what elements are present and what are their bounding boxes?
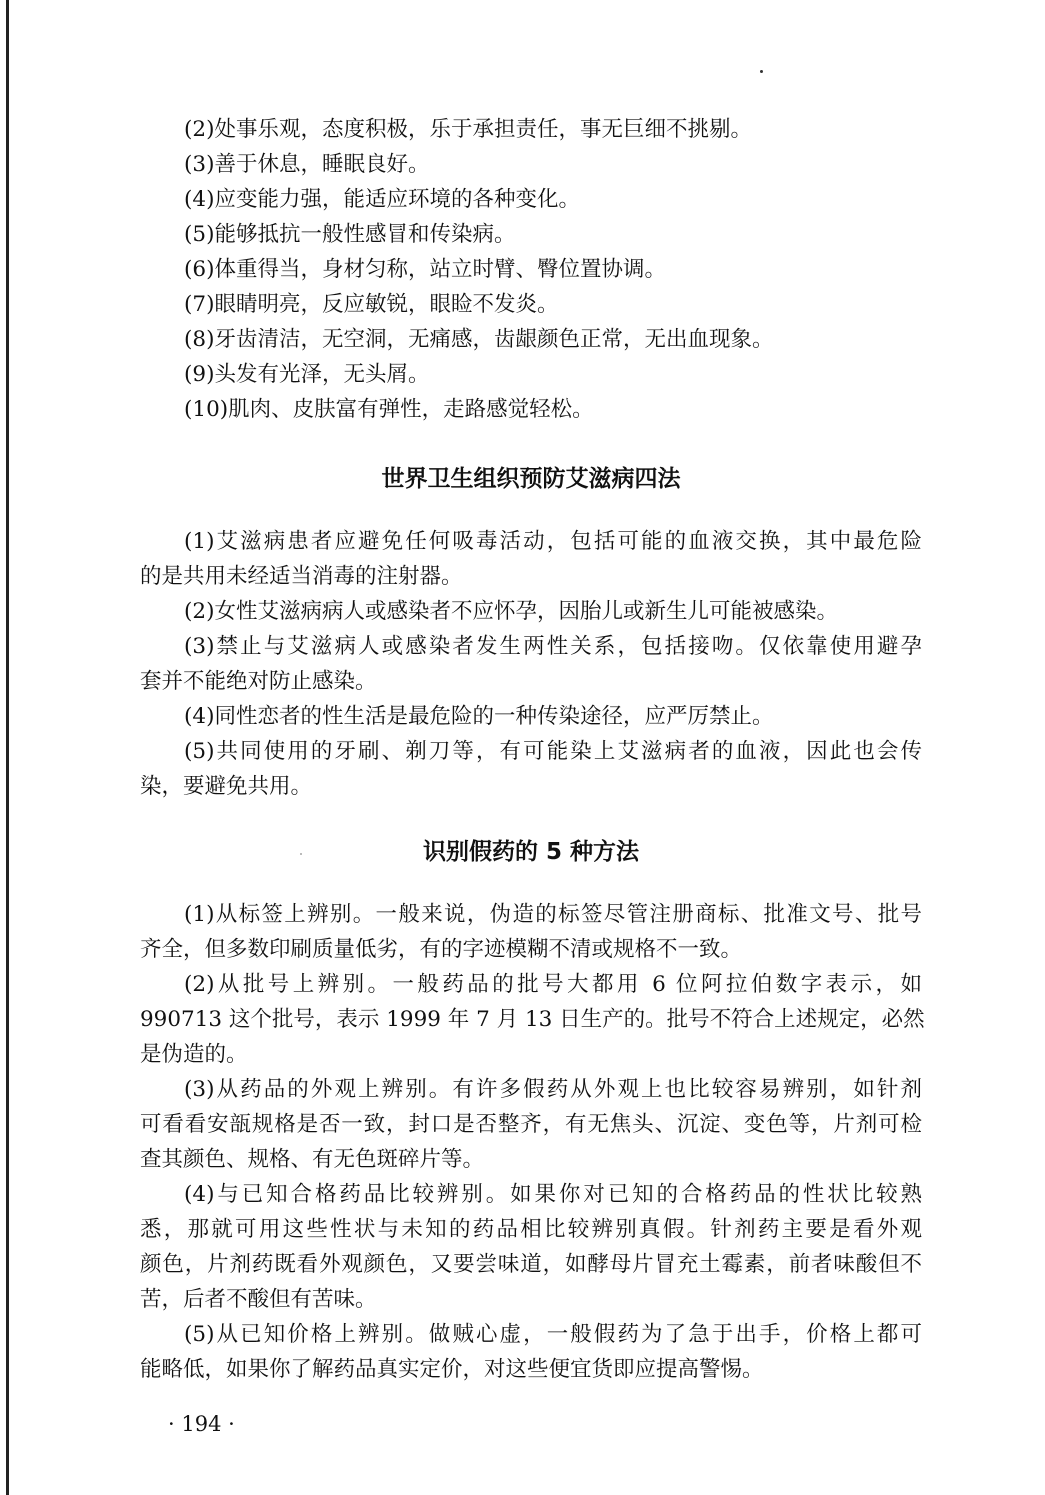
- paragraph-line: (3)从药品的外观上辨别。有许多假药从外观上也比较容易辨别，如针剂: [184, 1077, 922, 1102]
- paragraph-line: 能略低，如果你了解药品真实定价，对这些便宜货即应提高警惕。: [140, 1357, 764, 1382]
- paragraph-line: (5)从已知价格上辨别。做贼心虚，一般假药为了急于出手，价格上都可: [184, 1322, 922, 1347]
- scan-border: [6, 0, 9, 1495]
- paragraph-line: 苦，后者不酸但有苦味。: [140, 1287, 377, 1312]
- section-heading-fake-drugs: 识别假药的 5 种方法: [422, 839, 640, 865]
- list-item: (2)处事乐观，态度积极，乐于承担责任，事无巨细不挑剔。: [184, 117, 752, 142]
- paragraph-line: (5)共同使用的牙刷、剃刀等，有可能染上艾滋病者的血液，因此也会传: [184, 739, 922, 764]
- paragraph-line: 的是共用未经适当消毒的注射器。: [140, 564, 463, 589]
- paragraph-line: 染，要避免共用。: [140, 774, 313, 799]
- list-item: (10)肌肉、皮肤富有弹性，走路感觉轻松。: [184, 397, 594, 422]
- paragraph-line: 查其颜色、规格、有无色斑碎片等。: [140, 1147, 485, 1172]
- paragraph-line: 齐全，但多数印刷质量低劣，有的字迹模糊不清或规格不一致。: [140, 937, 743, 962]
- list-item: (8)牙齿清洁，无空洞，无痛感，齿龈颜色正常，无出血现象。: [184, 327, 774, 352]
- paragraph-line: (2)从批号上辨别。一般药品的批号大都用 6 位阿拉伯数字表示，如: [184, 972, 922, 997]
- paragraph-line: 是伪造的。: [140, 1042, 248, 1067]
- paragraph-line: (4)同性恋者的性生活是最危险的一种传染途径，应严厉禁止。: [184, 704, 774, 729]
- scan-speck: [760, 70, 763, 73]
- paragraph-line: (1)从标签上辨别。一般来说，伪造的标签尽管注册商标、批准文号、批号: [184, 902, 922, 927]
- list-item: (4)应变能力强，能适应环境的各种变化。: [184, 187, 580, 212]
- paragraph-line: 990713 这个批号，表示 1999 年 7 月 13 日生产的。批号不符合上述规定，必然: [140, 1007, 925, 1032]
- paragraph-line: (3)禁止与艾滋病人或感染者发生两性关系，包括接吻。仅依靠使用避孕: [184, 634, 922, 659]
- list-item: (7)眼睛明亮，反应敏锐，眼睑不发炎。: [184, 292, 559, 317]
- paragraph-line: (1)艾滋病患者应避免任何吸毒活动，包括可能的血液交换，其中最危险: [184, 529, 922, 554]
- paragraph-line: 套并不能绝对防止感染。: [140, 669, 377, 694]
- paragraph-line: (4)与已知合格药品比较辨别。如果你对已知的合格药品的性状比较熟: [184, 1182, 922, 1207]
- paragraph-line: 颜色，片剂药既看外观颜色，又要尝味道，如酵母片冒充土霉素，前者味酸但不: [140, 1252, 922, 1277]
- list-item: (6)体重得当，身材匀称，站立时臂、臀位置协调。: [184, 257, 666, 282]
- paragraph-line: 悉，那就可用这些性状与未知的药品相比较辨别真假。针剂药主要是看外观: [140, 1217, 922, 1242]
- paragraph-line: (2)女性艾滋病病人或感染者不应怀孕，因胎儿或新生儿可能被感染。: [184, 599, 838, 624]
- list-item: (3)善于休息，睡眠良好。: [184, 152, 430, 177]
- paragraph-line: 可看看安瓿规格是否一致，封口是否整齐，有无焦头、沉淀、变色等，片剂可检: [140, 1112, 922, 1137]
- list-item: (5)能够抵抗一般性感冒和传染病。: [184, 222, 516, 247]
- section-heading-aids: 世界卫生组织预防艾滋病四法: [381, 466, 681, 492]
- page-number: · 194 ·: [168, 1412, 235, 1436]
- list-item: (9)头发有光泽，无头屑。: [184, 362, 430, 387]
